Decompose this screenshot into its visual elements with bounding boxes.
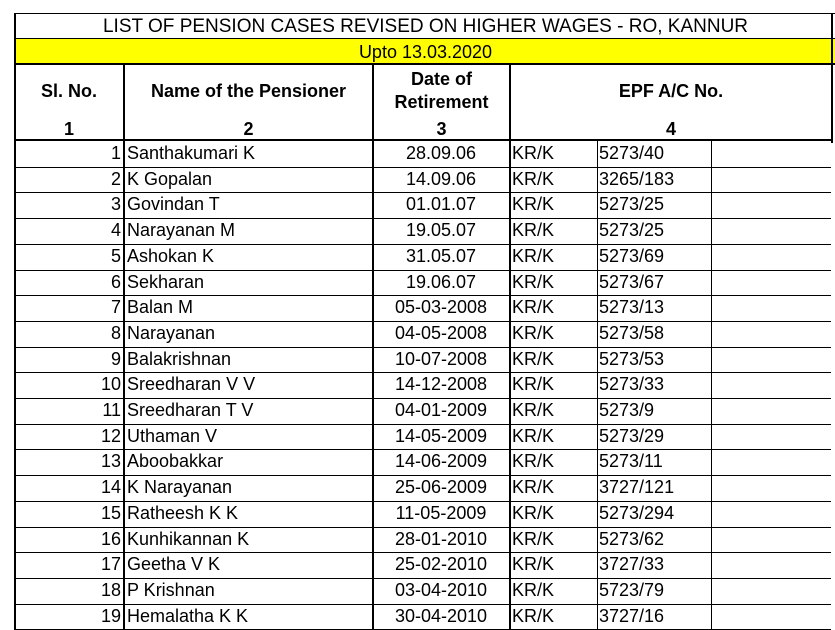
pensioner-name-cell: Hemalatha K K (127, 605, 249, 626)
grid-line (831, 13, 833, 143)
epf-prefix-cell: KR/K (512, 528, 555, 549)
column-number-3: 3 (374, 117, 509, 141)
pensioner-name-cell: K Narayanan (127, 477, 233, 498)
epf-prefix-cell: KR/K (512, 245, 555, 266)
pensioner-name-cell: Aboobakkar (127, 451, 224, 472)
table-row (15, 141, 835, 167)
retirement-date-cell: 14.09.06 (405, 168, 477, 189)
sl-no-cell: 3 (110, 194, 121, 215)
sl-no-cell: 11 (102, 400, 121, 420)
sl-no-cell: 19 (100, 605, 121, 626)
pensioner-name-cell: Balan M (127, 297, 194, 318)
pensioner-name-cell: K Gopalan (127, 168, 213, 189)
epf-account-cell: 5273/58 (599, 322, 665, 343)
table-row (15, 321, 835, 347)
table-row (15, 244, 835, 270)
column-number-2: 2 (125, 117, 372, 141)
epf-prefix-cell: KR/K (512, 554, 555, 575)
table-row (15, 501, 835, 527)
retirement-date-cell: 31.05.07 (405, 245, 477, 266)
retirement-date-cell: 19.05.07 (405, 220, 477, 241)
epf-prefix-cell: KR/K (512, 322, 555, 343)
epf-prefix-cell: KR/K (512, 477, 555, 498)
retirement-date-cell: 30-04-2010 (394, 605, 488, 626)
retirement-date-cell: 25-02-2010 (394, 554, 488, 575)
epf-account-cell: 5273/53 (599, 348, 665, 369)
sl-no-cell: 15 (100, 502, 121, 523)
epf-account-cell: 5273/294 (599, 502, 675, 523)
retirement-date-cell: 14-06-2009 (394, 451, 488, 472)
epf-prefix-cell: KR/K (512, 579, 555, 600)
epf-account-cell: 5273/25 (599, 220, 665, 241)
table-row (15, 372, 835, 398)
pensioner-name-cell: Narayanan M (127, 220, 236, 241)
table-row (15, 475, 835, 501)
header-name: Name of the Pensioner (150, 80, 347, 101)
header-epf: EPF A/C No. (618, 80, 724, 101)
retirement-date-cell: 11-05-2009 (395, 502, 487, 523)
pensioner-name-cell: Balakrishnan (127, 348, 232, 369)
table-row (15, 218, 835, 244)
epf-account-cell: 5273/62 (599, 528, 665, 549)
sl-no-cell: 7 (110, 297, 121, 318)
retirement-date-cell: 28-01-2010 (394, 528, 488, 549)
retirement-date-cell: 14-12-2008 (394, 374, 488, 395)
epf-prefix-cell: KR/K (512, 194, 555, 215)
epf-account-cell: 5273/13 (599, 297, 665, 318)
epf-prefix-cell: KR/K (512, 220, 555, 241)
sl-no-cell: 12 (100, 425, 121, 446)
sheet-subtitle: Upto 13.03.2020 (15, 38, 835, 65)
epf-prefix-cell: KR/K (512, 451, 555, 472)
table-row (15, 270, 835, 296)
sl-no-cell: 5 (110, 245, 121, 266)
pensioner-name-cell: Govindan T (127, 194, 220, 215)
epf-prefix-cell: KR/K (512, 425, 555, 446)
grid-line (509, 65, 511, 630)
sl-no-cell: 1 (110, 143, 121, 163)
retirement-date-cell: 14-05-2009 (394, 425, 488, 446)
header-date: Date of Retirement (394, 69, 489, 112)
retirement-date-cell: 05-03-2008 (394, 297, 488, 318)
pensioner-name-cell: Sekharan (127, 271, 205, 292)
pensioner-name-cell: P Krishnan (127, 579, 215, 600)
column-number-1: 1 (15, 117, 123, 141)
table-row (15, 527, 835, 553)
sl-no-cell: 16 (100, 528, 121, 549)
table-row (15, 398, 835, 424)
pensioner-name-cell: Uthaman V (127, 425, 218, 446)
epf-prefix-cell: KR/K (512, 400, 555, 420)
table-row (15, 449, 835, 475)
grid-line (14, 13, 16, 630)
sl-no-cell: 4 (110, 220, 121, 241)
sl-no-cell: 18 (100, 579, 121, 600)
sl-no-cell: 2 (110, 168, 121, 189)
retirement-date-cell: 25-06-2009 (394, 477, 488, 498)
epf-prefix-cell: KR/K (512, 271, 555, 292)
table-row (15, 424, 835, 450)
grid-line (711, 141, 712, 630)
sl-no-cell: 10 (100, 374, 121, 395)
epf-prefix-cell: KR/K (512, 168, 555, 189)
table-row (15, 192, 835, 218)
retirement-date-cell: 28.09.06 (405, 143, 477, 163)
epf-account-cell: 5273/40 (599, 143, 665, 163)
column-number-4: 4 (511, 117, 831, 141)
epf-account-cell: 3727/121 (599, 477, 675, 498)
pensioner-name-cell: Sreedharan V V (127, 374, 256, 395)
grid-line (372, 65, 374, 630)
sl-no-cell: 14 (100, 477, 121, 498)
table-row (15, 604, 835, 630)
pensioner-name-cell: Narayanan (127, 322, 216, 343)
epf-account-cell: 3727/33 (599, 554, 665, 575)
epf-account-cell: 5273/25 (599, 194, 665, 215)
epf-account-cell: 3265/183 (599, 168, 675, 189)
epf-account-cell: 5273/11 (599, 451, 663, 472)
retirement-date-cell: 10-07-2008 (394, 348, 488, 369)
pensioner-name-cell: Geetha V K (127, 554, 221, 575)
header-sl-no: Sl. No. (40, 80, 97, 101)
sl-no-cell: 17 (100, 554, 121, 575)
retirement-date-cell: 03-04-2010 (394, 579, 488, 600)
epf-prefix-cell: KR/K (512, 605, 555, 626)
epf-account-cell: 5723/79 (599, 579, 665, 600)
epf-account-cell: 5273/67 (599, 271, 665, 292)
retirement-date-cell: 04-01-2009 (394, 400, 488, 420)
table-row (15, 347, 835, 373)
epf-account-cell: 5273/33 (599, 374, 665, 395)
pensioner-name-cell: Kunhikannan K (127, 528, 250, 549)
epf-prefix-cell: KR/K (512, 502, 555, 523)
retirement-date-cell: 19.06.07 (405, 271, 477, 292)
sl-no-cell: 6 (110, 271, 121, 292)
epf-account-cell: 5273/9 (599, 400, 655, 420)
pensioner-name-cell: Ashokan K (127, 245, 215, 266)
epf-account-cell: 5273/69 (599, 245, 665, 266)
grid-line (597, 141, 598, 630)
epf-prefix-cell: KR/K (512, 374, 555, 395)
table-row (15, 167, 835, 193)
grid-line (123, 65, 125, 630)
epf-account-cell: 3727/16 (599, 605, 665, 626)
pensioner-name-cell: Sreedharan T V (127, 400, 254, 420)
epf-prefix-cell: KR/K (512, 143, 555, 163)
table-row (15, 295, 835, 321)
sl-no-cell: 13 (100, 451, 121, 472)
epf-prefix-cell: KR/K (512, 348, 555, 369)
retirement-date-cell: 01.01.07 (405, 194, 477, 215)
table-row (15, 578, 835, 604)
retirement-date-cell: 04-05-2008 (394, 322, 488, 343)
pensioner-name-cell: Santhakumari K (127, 143, 256, 163)
sl-no-cell: 8 (110, 322, 121, 343)
epf-prefix-cell: KR/K (512, 297, 555, 318)
table-row (15, 552, 835, 578)
sl-no-cell: 9 (110, 348, 121, 369)
sheet-title: LIST OF PENSION CASES REVISED ON HIGHER WAGES - RO, KANNUR (15, 13, 835, 38)
pensioner-name-cell: Ratheesh K K (127, 502, 239, 523)
epf-account-cell: 5273/29 (599, 425, 665, 446)
